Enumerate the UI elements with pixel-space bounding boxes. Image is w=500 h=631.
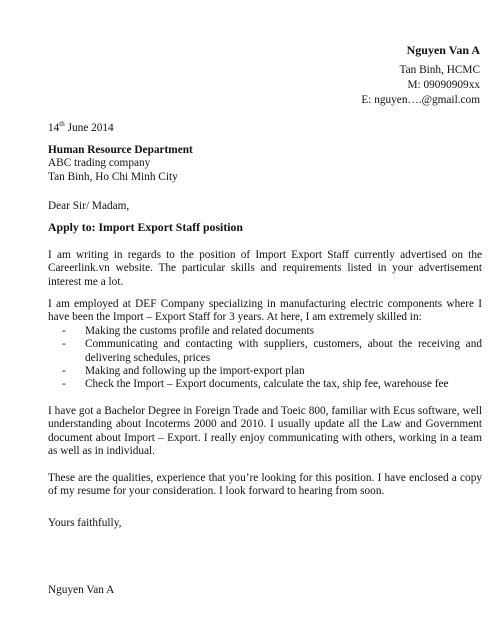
- subject-line: Apply to: Import Export Staff position: [48, 220, 243, 234]
- list-item: [62, 325, 482, 338]
- paragraph-qualifications: I have got a Bachelor Degree in Foreign Trade and Toeic 800, familiar with Ecus software, well understanding about Incoterms 2000 and 2010. I usually update all the Law and Government document about Import – Export. I really enjoy communicating with others, working in a team as well as in individual.: [48, 405, 482, 457]
- recipient-department: Human Resource Department: [48, 144, 193, 156]
- sender-phone: M: 09090909xx: [407, 79, 480, 91]
- closing: Yours faithfully,: [48, 517, 122, 529]
- skills-list: [62, 325, 482, 391]
- bullet-dash: -: [62, 364, 66, 377]
- sender-email: E: nguyen….@gmail.com: [361, 94, 480, 106]
- recipient-block: [48, 144, 193, 184]
- list-item-text: Communicating and contacting with suppliers, customers, about the receiving and delivering schedules, prices: [85, 338, 482, 364]
- sender-address: Tan Binh, HCMC: [399, 64, 480, 76]
- bullet-dash: -: [62, 325, 66, 337]
- list-item: [62, 338, 482, 365]
- letter-date: [48, 122, 114, 135]
- list-item-text: Making the customs profile and related documents: [85, 325, 315, 337]
- paragraph-intro: I am writing in regards to the position of Import Export Staff currently advertised on the Careerlink.vn website. The particular skills and requirements listed in your advertisement interest me a lot.: [48, 249, 482, 288]
- signature-name: Nguyen Van A: [48, 584, 115, 596]
- list-item: [62, 365, 482, 378]
- salutation: Dear Sir/ Madam,: [48, 200, 130, 212]
- recipient-address: Tan Binh, Ho Chi Minh City: [48, 170, 178, 183]
- list-item-text: Check the Import – Export documents, calculate the tax, ship fee, warehouse fee: [85, 378, 449, 391]
- list-item: [62, 378, 482, 391]
- sender-name: Nguyen Van A: [406, 43, 480, 57]
- paragraph-conclusion: These are the qualities, experience that you’re looking for this position. I have enclosed a copy of my resume for your consideration. I look forward to hearing from soon.: [48, 472, 482, 498]
- paragraph-employment: I am employed at DEF Company specializing in manufacturing electric components where I have been the Import – Export Staff for 3 years. At here, I am extremely skilled in:: [48, 298, 482, 324]
- date-day: 14: [48, 122, 60, 134]
- date-suffix: th: [59, 120, 65, 129]
- recipient-company: ABC trading company: [48, 157, 151, 170]
- bullet-dash: -: [62, 338, 66, 351]
- date-rest: June 2014: [64, 122, 114, 134]
- list-item-text: Making and following up the import-export plan: [85, 364, 305, 377]
- bullet-dash: -: [62, 378, 66, 391]
